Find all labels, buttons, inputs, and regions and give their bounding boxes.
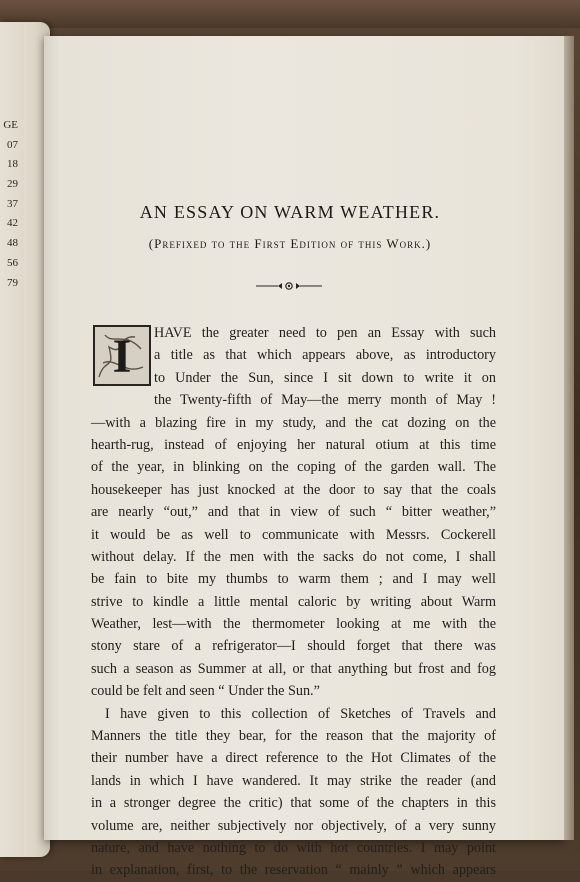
page-title: AN ESSAY ON WARM WEATHER. xyxy=(139,202,441,222)
text-line: a title as that which appears above, as introductory xyxy=(154,347,496,364)
text-line: could be felt and seen “ Under the Sun.” xyxy=(91,683,320,700)
text-line: I have given to this collection of Sketches of Travels and xyxy=(105,705,496,722)
text-line: Manners the title they bear, for the reason that the majority of xyxy=(91,728,496,745)
left-page-number: 79 xyxy=(7,276,18,289)
text-line: in a stronger degree the critic) that some of the chapters in this xyxy=(91,795,496,812)
text-line: to Under the Sun, since I sit down to write it on xyxy=(154,369,496,386)
text-line: in explanation, first, to the reservation “ mainly ” which appears xyxy=(91,862,496,879)
text-line: hearth-rug, instead of enjoying her natural otium at this time xyxy=(91,436,496,453)
text-line: HAVE the greater need to pen an Essay with such xyxy=(154,325,496,341)
text-line: their number have a direct reference to the Hot Climates of the xyxy=(91,750,496,767)
text-line: Weather, lest—with the thermometer looking at me with the xyxy=(91,616,496,633)
text-line: nature, and have nothing to do with hot countries. I may point xyxy=(91,839,496,856)
text-line: of the year, in blinking on the coping of the garden wall. The xyxy=(91,459,496,476)
left-page-number: 29 xyxy=(7,178,18,191)
left-page-number: GE xyxy=(3,119,18,131)
text-line: volume are, neither subjectively nor objectively, of a very sunny xyxy=(91,817,496,834)
page-edge xyxy=(564,36,574,840)
text-line: stony stare of a refrigerator—I should forget that there was xyxy=(91,638,496,655)
text-line: strive to kindle a little mental caloric by writing about Warm xyxy=(91,593,496,610)
left-page-number: 37 xyxy=(7,197,18,210)
left-page-number: 56 xyxy=(7,256,18,269)
text-line: are nearly “out,” and that in view of such “ bitter weather,” xyxy=(91,504,496,521)
book-cover-edge xyxy=(0,0,580,28)
text-line: it would be as well to communicate with Messrs. Cockerell xyxy=(91,526,496,543)
text-line: be fain to bite my thumbs to warm them ; and I may well xyxy=(91,571,496,588)
left-page-number: 42 xyxy=(7,217,18,230)
ornament-divider-icon xyxy=(256,280,322,292)
essay-body xyxy=(91,322,496,882)
text-line: —with a blazing fire in my study, and the cat dozing on the xyxy=(91,414,496,431)
left-page-number: 48 xyxy=(7,237,18,250)
drop-cap-letter: I xyxy=(112,330,132,383)
left-page-number: 18 xyxy=(7,158,18,171)
text-line: the Twenty-fifth of May—the merry month of May ! xyxy=(154,392,496,409)
text-line: housekeeper has just knocked at the door to say that the coals xyxy=(91,481,496,498)
text-line: lands in which I have wandered. It may strike the reader (and xyxy=(91,772,496,789)
left-page xyxy=(0,22,50,857)
text-line: such a season as Summer at all, or that anything but frost and fog xyxy=(91,660,496,677)
left-page-number: 07 xyxy=(7,138,18,151)
text-line: without delay. If the men with the sacks do not come, I shall xyxy=(91,548,496,565)
page-subtitle: (Prefixed to the First Edition of this Work.) xyxy=(148,236,432,251)
